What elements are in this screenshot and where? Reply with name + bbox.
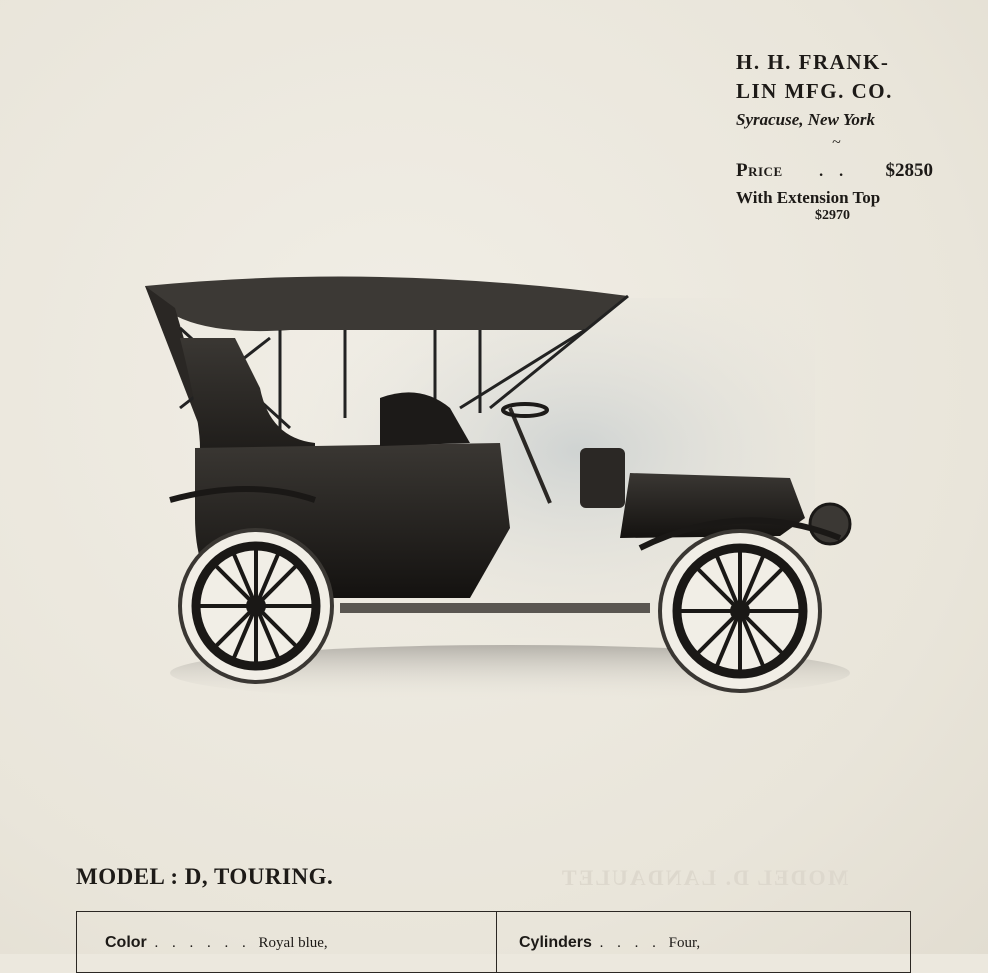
price-row [722, 160, 933, 182]
model-title: MODEL : D, TOURING. [76, 864, 334, 889]
price-dots: . . [819, 163, 850, 180]
price-label: Price [736, 160, 783, 181]
company-header [722, 48, 947, 224]
spec-cell-cylinders [496, 912, 910, 972]
spec-dots: . . . . [599, 935, 661, 951]
ornament-icon: ~ [832, 134, 841, 151]
spec-value: Four, [668, 935, 701, 951]
spec-cell-color [77, 912, 496, 972]
company-name-line2: LIN MFG. CO. [736, 79, 893, 103]
touring-car-illustration [140, 268, 855, 708]
spec-value: Royal blue, [258, 935, 328, 951]
company-name-line1: H. H. FRANK- [736, 50, 890, 74]
extension-top-price: $2970 [815, 208, 850, 223]
spec-label: Cylinders [519, 934, 592, 951]
price-value: $2850 [885, 160, 933, 181]
show-through-text: MODEL D. LANDAULET [560, 865, 849, 890]
extension-top-label: With Extension Top [736, 188, 881, 207]
spec-table [76, 911, 911, 973]
spec-label: Color [105, 934, 147, 951]
company-location: Syracuse, New York [736, 110, 875, 129]
spec-dots: . . . . . . [154, 935, 251, 951]
